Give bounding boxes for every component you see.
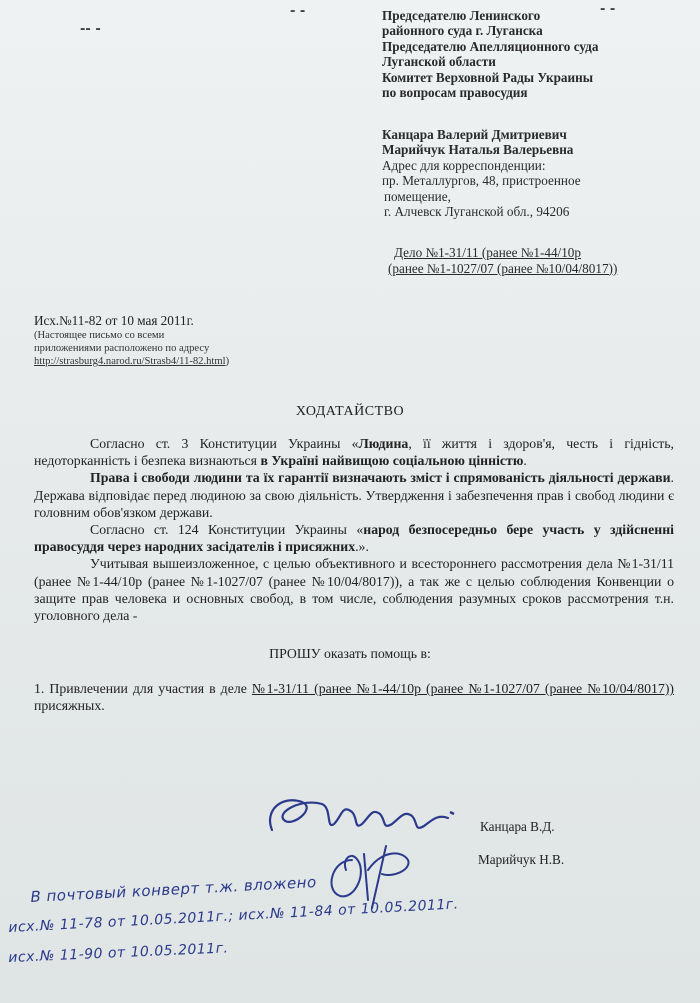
recipients-block: [382, 8, 682, 100]
outgoing-note: (Настоящее письмо со всеми: [34, 330, 165, 341]
recipient-line: Комитет Верховной Рады Украины: [382, 69, 594, 85]
signer-name-kantsara: Канцара В.Д.: [480, 819, 555, 834]
handwritten-line-1: В почтовый конверт т.ж. вложено: [30, 873, 318, 906]
signer-name-marychuk: Марийчук Н.В.: [478, 852, 565, 867]
paragraph-4: Учитывая вышеизложенное, с целью объективного и всестороннего рассмотрения дела №1-31/11 (ранее №1-44/10р (ранее №1-1027/07 (ранее №10/04/8017)), а так же с целью соблюдения Конвенции о защите прав человека и основных свобод, в том числе, соблюдения разумных сроков рассмотрения т.н. уголовного дела -: [34, 556, 674, 624]
outgoing-link[interactable]: http://strasburg4.narod.ru/Strasb4/11-82.html: [34, 356, 226, 367]
correspondence-label: Адрес для корреспонденции:: [382, 157, 546, 173]
recipient-line: Председателю Апелляционного суда: [382, 38, 599, 54]
handwritten-line-2: исх.№ 11-78 от 10.05.2011г.; исх.№ 11-84 от 10.05.2011г.: [8, 896, 460, 936]
signature-marychuk: [312, 830, 422, 910]
request-heading: ПРОШУ оказать помощь в:: [269, 646, 431, 661]
request-item: 1. Привлечении для участия в деле №1-31/11 (ранее №1-44/10р (ранее №1-1027/07 (ранее №10/04/8017)) присяжных.: [34, 681, 675, 714]
case-ref-line: (ранее №1-1027/07 (ранее №10/04/8017)): [388, 260, 618, 276]
correspondence-line: г. Алчевск Луганской обл., 94206: [384, 204, 570, 220]
outgoing-number: Исх.№11-82 от 10 мая 2011г.: [34, 313, 194, 328]
outgoing-note-end: ): [225, 356, 230, 367]
recipient-line: районного суда г. Луганска: [382, 23, 543, 39]
correspondence-line: помещение,: [384, 188, 451, 204]
case-ref-line: Дело №1-31/11 (ранее №1-44/10р: [394, 245, 581, 260]
sender-line: Канцара Валерий Дмитриевич: [382, 127, 567, 142]
case-number-link: №1-31/11 (ранее №1-44/10р (ранее №1-1027/07 (ранее №10/04/8017)): [251, 681, 675, 696]
outgoing-note: приложениями расположено по адресу: [34, 343, 210, 354]
corner-mark-right: - -: [600, 2, 616, 17]
corner-mark-left: -- -: [80, 22, 101, 37]
recipient-line: Председателю Ленинского: [382, 8, 541, 23]
handwritten-line-3: исх.№ 11-90 от 10.05.2011г.: [8, 940, 229, 966]
corner-mark-middle: - -: [290, 4, 306, 19]
recipient-line: по вопросам правосудия: [382, 85, 528, 101]
case-reference: [388, 245, 688, 276]
recipient-line: Луганской области: [382, 54, 496, 70]
paragraph-2: Права і свободи людини та їх гарантії визначають зміст і спрямованість діяльності держави. Держава відповідає перед людиною за свою діяльність. Утвердження і забезпечення прав і свобод людини є головним обов'язком держави.: [34, 470, 674, 520]
paragraph-3: Согласно ст. 124 Конституции Украины «народ безпосередньо бере участь у здійсненні правосуддя через народних засідателів і присяжних.».: [34, 522, 674, 555]
paragraph-1: Согласно ст. 3 Конституции Украины «Людина, її життя і здоров'я, честь і гідність, недоторканність і безпека визнаються в Україні найвищою соціальною цінністю.: [34, 436, 674, 469]
senders-block: [382, 127, 682, 219]
correspondence-line: пр. Металлургов, 48, пристроенное: [382, 173, 581, 189]
document-body: [34, 435, 674, 624]
sender-line: Марийчук Наталья Валерьевна: [382, 142, 574, 158]
document-title: ХОДАТАЙСТВО: [295, 404, 405, 419]
outgoing-block: [34, 313, 354, 368]
